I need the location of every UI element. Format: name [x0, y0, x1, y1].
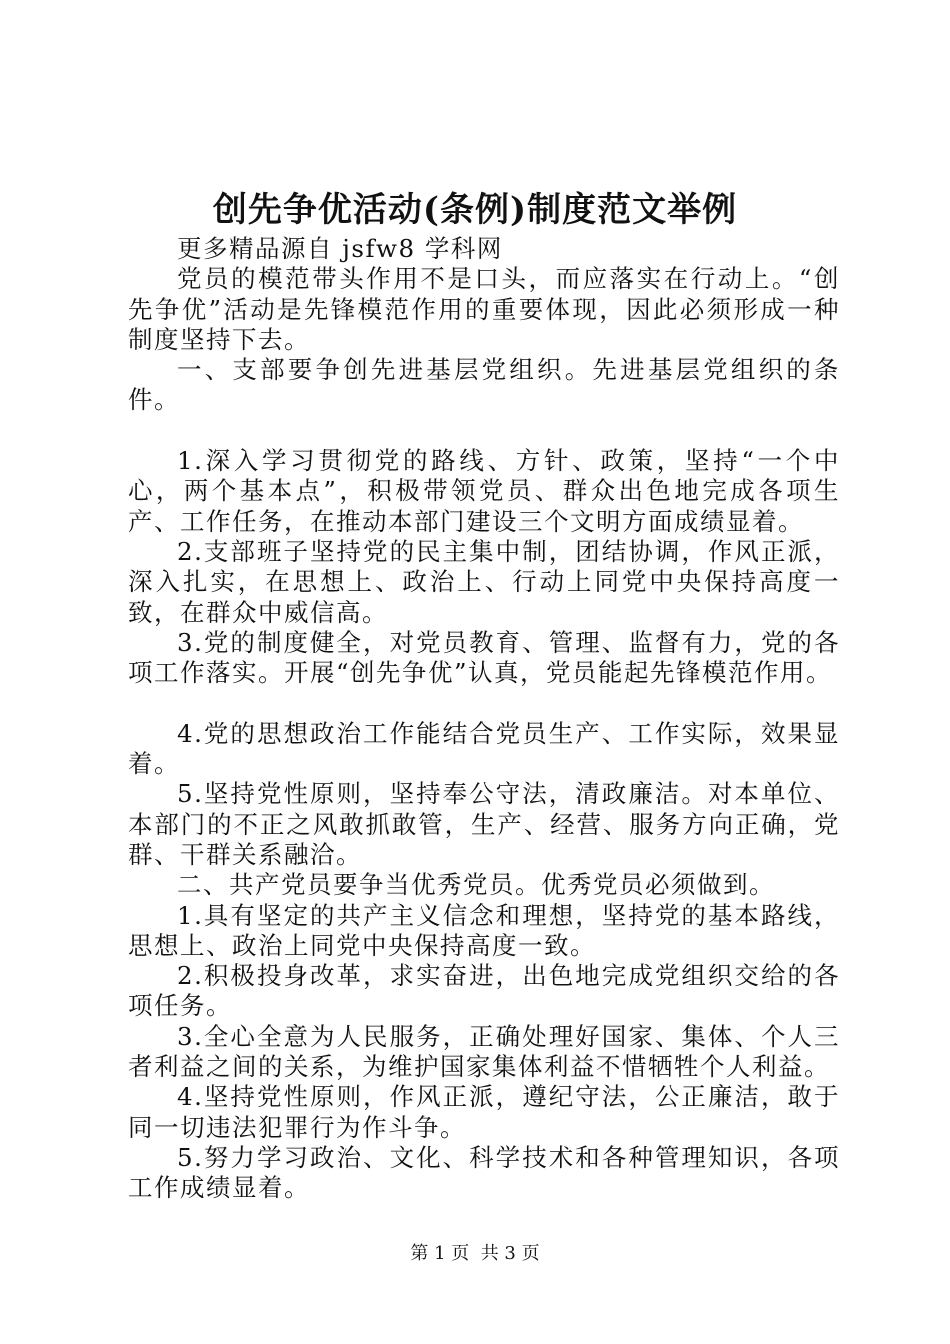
list-item: 1.具有坚定的共产主义信念和理想，坚持党的基本路线，思想上、政治上同党中央保持高度一致。: [128, 900, 840, 960]
document-title: 创先争优活动(条例)制度范文举例: [212, 190, 738, 230]
list-item: 5.坚持党性原则，坚持奉公守法，清政廉洁。对本单位、本部门的不正之风敢抓敢管，生产、经营、服务方向正确，党群、干群关系融洽。: [128, 779, 840, 869]
list-item: 3.党的制度健全，对党员教育、管理、监督有力，党的各项工作落实。开展“创先争优”认真，党员能起先锋模范作用。: [128, 627, 840, 688]
section-heading-1: 一、支部要争创先进基层党组织。先进基层党组织的条件。: [128, 355, 840, 415]
paragraph-gap: [128, 688, 840, 718]
list-item: 3.全心全意为人民服务，正确处理好国家、集体、个人三者利益之间的关系，为维护国家集体利益不惜牺牲个人利益。: [128, 1021, 840, 1082]
list-item: 4.党的思想政治工作能结合党员生产、工作实际，效果显着。: [128, 718, 840, 779]
list-item: 2.积极投身改革，求实奋进，出色地完成党组织交给的各项任务。: [128, 961, 840, 1021]
list-item: 5.努力学习政治、文化、科学技术和各种管理知识，各项工作成绩显着。: [128, 1142, 840, 1203]
list-item: 2.支部班子坚持党的民主集中制，团结协调，作风正派，深入扎实，在思想上、政治上、行动上同党中央保持高度一致，在群众中威信高。: [128, 536, 840, 627]
section-heading-2: 二、共产党员要争当优秀党员。优秀党员必须做到。: [177, 870, 775, 900]
intro-paragraph: 党员的模范带头作用不是口头，而应落实在行动上。“创先争优”活动是先锋模范作用的重要体现，因此必须形成一种制度坚持下去。: [128, 264, 840, 354]
page-footer: 第 1 页 共 3 页: [410, 1243, 540, 1264]
source-note: 更多精品源自 jsfw8 学科网: [177, 234, 503, 263]
document-body: [128, 234, 840, 1204]
list-item: 4.坚持党性原则，作风正派，遵纪守法，公正廉洁，敢于同一切违法犯罪行为作斗争。: [128, 1082, 840, 1142]
paragraph-gap: [128, 416, 840, 446]
list-item: 1.深入学习贯彻党的路线、方针、政策，坚持“一个中心，两个基本点”，积极带领党员、群众出色地完成各项生产、工作任务，在推动本部门建设三个文明方面成绩显着。: [128, 446, 840, 536]
